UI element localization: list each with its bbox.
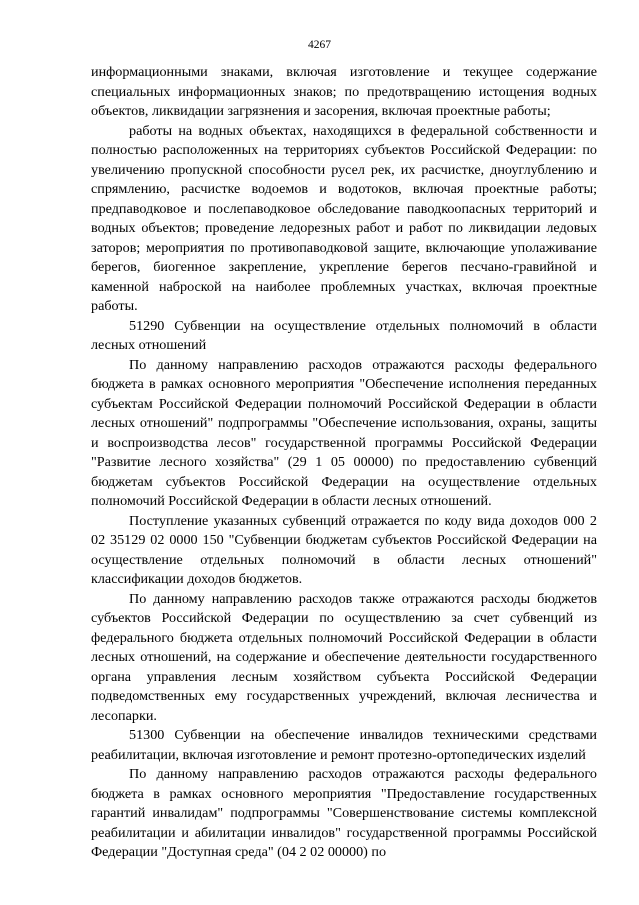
paragraph-51300-expenses: По данному направлению расходов отражаются расходы федерального бюджета в рамках основного мероприятия "Предоставление государственных гарантий инвалидам" подпрограммы "Совершенствование системы комплексной реабилитации и абилитации инвалидов" государственной программы Российской Федерации "Доступная среда" (04 2 02 00000) по <box>91 766 597 860</box>
paragraph-51290-expenses: По данному направлению расходов отражаются расходы федерального бюджета в рамках основного мероприятия "Обеспечение исполнения переданных субъектам Российской Федерации полномочий Российской Федерации в области лесных отношений" подпрограммы "Обеспечение использования, охраны, защиты и воспроизводства лесов" государственной программы Российской Федерации "Развитие лесного хозяйства" (29 1 05 00000) по предоставлению субвенций бюджетам субъектов Российской Федерации на осуществление отдельных полномочий Российской Федерации в области лесных отношений. <box>91 356 597 509</box>
page-number: 4267 <box>308 39 331 51</box>
paragraph-water-works: работы на водных объектах, находящихся в федеральной собственности и полностью расположенных на территориях субъектов Российской Федерации: по увеличению пропускной способности русел рек, их расчистке, дноуглублению и спрямлению, расчистке водоемов и водотоков, включая проектные работы; предпаводковое и послепаводковое обследование паводкоопасных территорий и водных объектов; проведение ледорезных работ и работ по ликвидации ледовых заторов; мероприятия по противопаводковой защите, включающие уполаживание берегов, биогенное закрепление, укрепление берегов песчано-гравийной и каменной наброской на наиболее проблемных участках, включая проектные работы. <box>91 122 597 314</box>
paragraph-51290-regional-expenses: По данному направлению расходов также отражаются расходы бюджетов субъектов Российской Федерации по осуществлению за счет субвенций из федерального бюджета отдельных полномочий Российской Федерации в области лесных отношений, на содержание и обеспечение деятельности государственного органа управления лесным хозяйством субъекта Российской Федерации подведомственных ему государственных учреждений, включая лесничества и лесопарки. <box>91 590 597 724</box>
section-heading-51300: 51300 Субвенции на обеспечение инвалидов техническими средствами реабилитации, включая изготовление и ремонт протезно-ортопедических изделий <box>91 727 597 763</box>
document-body <box>91 63 597 863</box>
section-heading-51290: 51290 Субвенции на осуществление отдельных полномочий в области лесных отношений <box>91 317 597 353</box>
paragraph-51290-income-code: Поступление указанных субвенций отражается по коду вида доходов 000 2 02 35129 02 0000 150 "Субвенции бюджетам субъектов Российской Федерации на осуществление отдельных полномочий в области лесных отношений" классификации доходов бюджетов. <box>91 512 597 587</box>
paragraph-continuation: информационными знаками, включая изготовление и текущее содержание специальных информационных знаков; по предотвращению истощения водных объектов, ликвидации загрязнения и засорения, включая проектные работы; <box>91 64 597 119</box>
